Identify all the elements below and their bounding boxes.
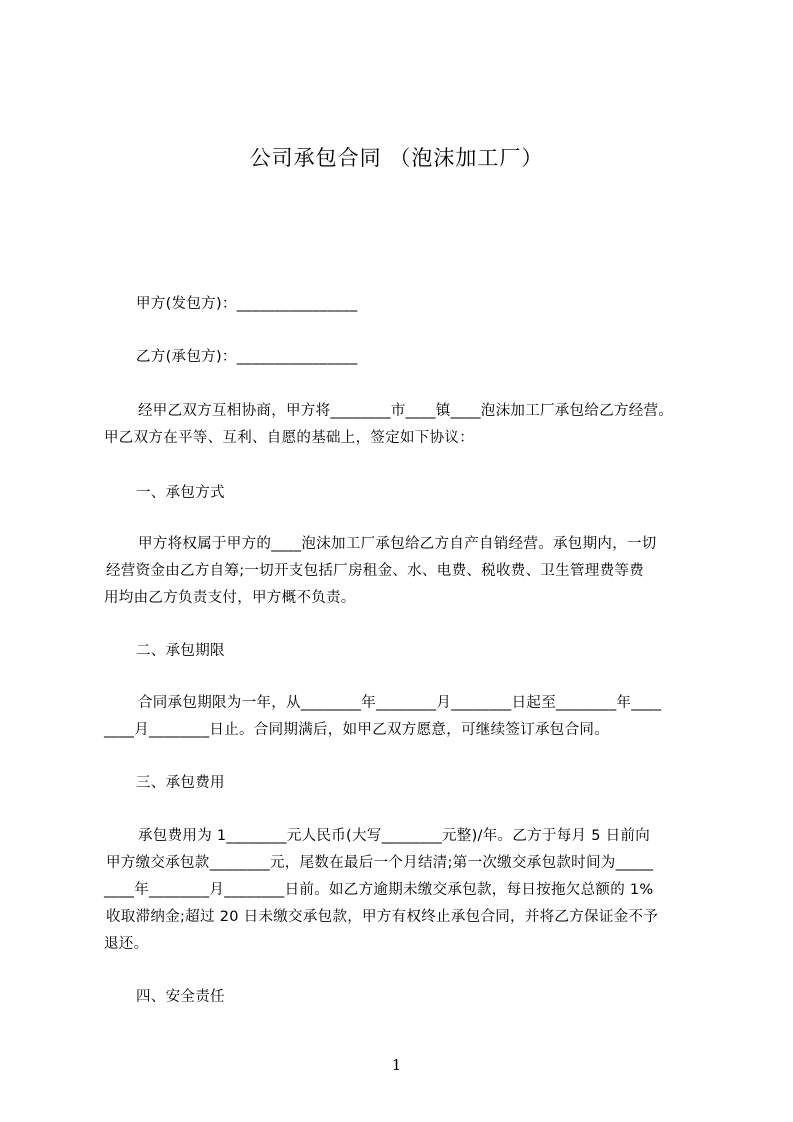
party-b-line: 乙方(承包方)：________________: [136, 349, 358, 365]
section-1-line-2: 经营资金由乙方自筹;一切开支包括厂房租金、水、电费、税收费、卫生管理费等费: [106, 563, 644, 579]
section-1-line-1: 甲方将权属于甲方的____泡沫加工厂承包给乙方自产自销经营。承包期内，一切: [138, 536, 657, 552]
section-3-line-5: 退还。: [104, 936, 149, 952]
intro-line-2: 甲乙双方在平等、互利、自愿的基础上，签定如下协议：: [104, 430, 474, 446]
document-title: 公司承包合同 （泡沫加工厂）: [249, 146, 544, 170]
section-3-line-3: ____年________月________日前。如乙方逾期未缴交承包款，每日按拖欠总额的 1%: [104, 882, 654, 898]
section-3-heading: 三、承包费用: [136, 775, 225, 791]
section-3-line-4: 收取滞纳金;超过 20 日未缴交承包款，甲方有权终止承包合同，并将乙方保证金不予: [106, 909, 659, 925]
party-a-line: 甲方(发包方)：________________: [136, 296, 358, 312]
page-number: 1: [391, 1056, 402, 1074]
section-3-line-1: 承包费用为 1________元人民币(大写________元整)/年。乙方于每月 5 日前向: [138, 828, 651, 844]
section-3-line-2: 甲方缴交承包款________元，尾数在最后一个月结清;第一次缴交承包款时间为_____: [106, 855, 654, 871]
section-2-heading: 二、承包期限: [136, 643, 225, 659]
section-1-heading: 一、承包方式: [136, 485, 225, 501]
section-4-heading: 四、安全责任: [136, 989, 225, 1005]
intro-line-1: 经甲乙双方互相协商，甲方将________市____镇____泡沫加工厂承包给乙方经营。: [138, 403, 674, 419]
section-1-line-3: 用均由乙方负责支付，甲方概不负责。: [104, 590, 356, 606]
section-2-line-2: ____月________日止。合同期满后，如甲乙双方愿意，可继续签订承包合同。: [104, 722, 609, 738]
section-2-line-1: 合同承包期限为一年，从________年________月________日起至________年____: [138, 695, 662, 711]
